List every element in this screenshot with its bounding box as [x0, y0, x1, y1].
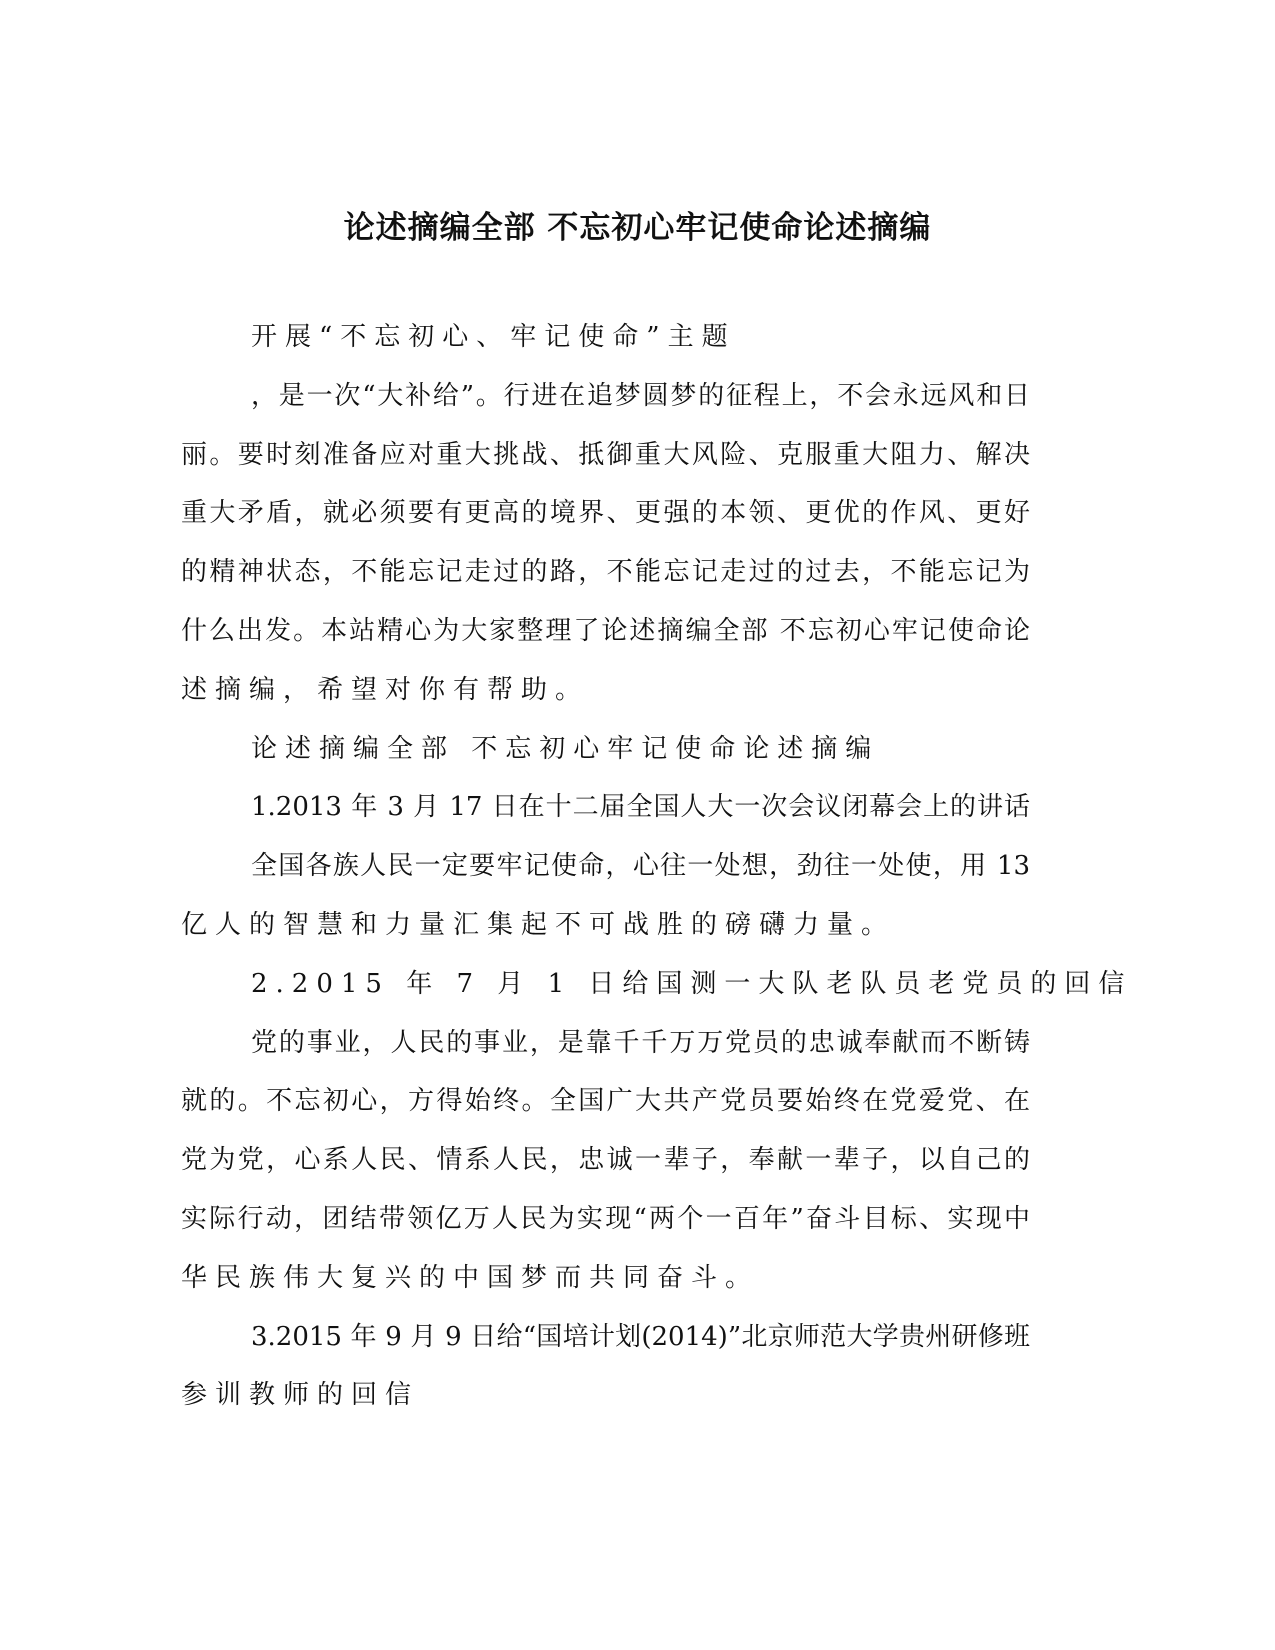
paragraph-line: 2.2015 年 7 月 1 日给国测一大队老队员老党员的回信 [251, 968, 1133, 999]
paragraph-line: 丽。要时刻准备应对重大挑战、抵御重大风险、克服重大阻力、解决 [181, 439, 1030, 470]
paragraph-line: 参训教师的回信 [181, 1380, 420, 1411]
paragraph-line: 1.2013 年 3 月 17 日在十二届全国人大一次会议闭幕会上的讲话 [251, 792, 1030, 823]
paragraph-line: 论述摘编全部 不忘初心牢记使命论述摘编 [251, 733, 880, 764]
paragraph-line: 的精神状态，不能忘记走过的路，不能忘记走过的过去，不能忘记为 [181, 557, 1030, 588]
paragraph-line: 重大矛盾，就必须要有更高的境界、更强的本领、更优的作风、更好 [181, 498, 1030, 529]
paragraph-line: 就的。不忘初心，方得始终。全国广大共产党员要始终在党爱党、在 [181, 1086, 1030, 1117]
document-title: 论述摘编全部 不忘初心牢记使命论述摘编 [343, 210, 932, 246]
paragraph-line: 3.2015 年 9 月 9 日给“国培计划(2014)”北京师范大学贵州研修班 [251, 1321, 1030, 1352]
paragraph-line: 党的事业，人民的事业，是靠千千万万党员的忠诚奉献而不断铸 [251, 1027, 1030, 1058]
paragraph-line: 什么出发。本站精心为大家整理了论述摘编全部 不忘初心牢记使命论 [181, 616, 1030, 646]
paragraph-line: ，是一次“大补给”。行进在追梦圆梦的征程上，不会永远风和日 [251, 380, 1030, 411]
paragraph-line: 开展“不忘初心、牢记使命”主题 [251, 322, 736, 352]
paragraph-line: 华民族伟大复兴的中国梦而共同奋斗。 [181, 1262, 760, 1293]
paragraph-line: 述摘编，希望对你有帮助。 [181, 674, 590, 705]
paragraph-line: 亿人的智慧和力量汇集起不可战胜的磅礴力量。 [181, 910, 896, 940]
paragraph-line: 实际行动，团结带领亿万人民为实现“两个一百年”奋斗目标、实现中 [181, 1204, 1030, 1234]
paragraph-line: 全国各族人民一定要牢记使命，心往一处想，劲往一处使，用 13 [251, 851, 1030, 882]
paragraph-line: 党为党，心系人民、情系人民，忠诚一辈子，奉献一辈子，以自己的 [181, 1145, 1030, 1176]
